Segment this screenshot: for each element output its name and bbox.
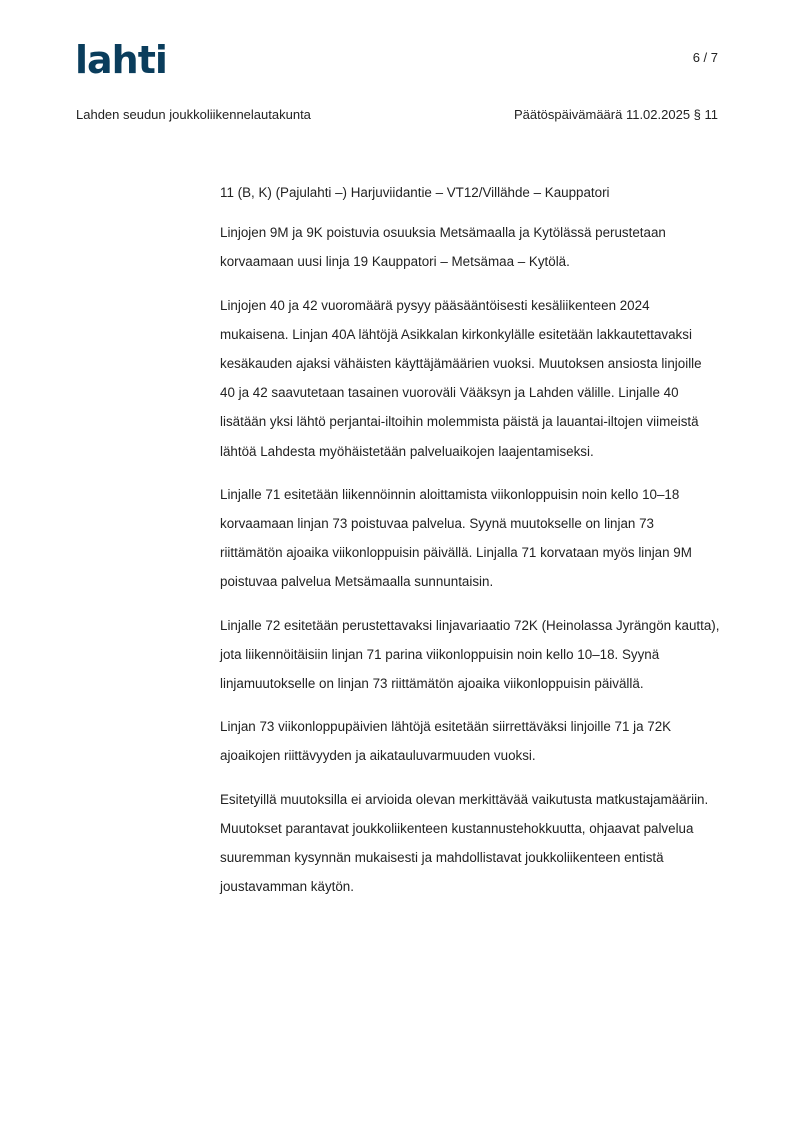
paragraph-impact: Esitetyillä muutoksilla ei arvioida olevan merkittävää vaikutusta matkustajamääriin. Muutokset parantavat joukkoliikenteen kustannustehokkuutta, ohjaavat palvelua suuremman kysynnän mukaisesti ja mahdollistavat joukkoliikenteen entistä joustavamman käytön. [220,791,709,895]
organization-name: Lahden seudun joukkoliikennelautakunta [76,107,311,122]
decision-date: Päätöspäivämäärä 11.02.2025 § 11 [513,107,718,122]
paragraph-line-19: Linjojen 9M ja 9K poistuvia osuuksia Metsämaalla ja Kytölässä perustetaan korvaamaan uusi linja 19 Kauppatori – Metsämaa – Kytölä. [220,225,666,270]
lahti-logo: lahti [75,38,167,82]
paragraph-lines-40-42: Linjojen 40 ja 42 vuoromäärä pysyy pääsääntöisesti kesäliikenteen 2024 mukaisena. Linjan 40A lähtöjä Asikkalan kirkonkylälle esitetään lakkautettavaksi kesäkauden ajaksi vähäisten käyttäjämäärien vuoksi. Muutoksen ansiosta linjoille 40 ja 42 saavutetaan tasainen vuoroväli Vääksyn ja Lahden välille. Linjalle 40 lisätään yksi lähtö perjantai-iltoihin molemmista päistä ja lauantai-iltojen viimeistä lähtöä Lahdesta myöhäistetään palveluaikojen laajentamiseksi. [220,297,702,459]
document-body [220,178,720,915]
paragraph-line-73: Linjan 73 viikonloppupäivien lähtöjä esitetään siirrettäväksi linjoille 71 ja 72K ajoaikojen riittävyyden ja aikatauluvarmuuden vuoksi. [220,719,672,764]
line-heading: 11 (B, K) (Pajulahti –) Harjuviidantie – VT12/Villähde – Kauppatori [220,185,610,200]
paragraph-line-72k: Linjalle 72 esitetään perustettavaksi linjavariaatio 72K (Heinolassa Jyrängön kautta), jota liikennöitäisiin linjan 71 parina viikonloppuisin noin kello 10–18. Syynä linjamuutokselle on linjan 73 riittämätön ajoaika viikonloppuisin päivällä. [220,617,720,692]
page-number: 6 / 7 [692,50,718,65]
paragraph-line-71: Linjalle 71 esitetään liikennöinnin aloittamista viikonloppuisin noin kello 10–18 korvaamaan linjan 73 poistuvaa palvelua. Syynä muutokselle on linjan 73 riittämätön ajoaika viikonloppuisin päivällä. Linjalla 71 korvataan myös linjan 9M poistuvaa palvelua Metsämaalla sunnuntaisin. [220,486,692,590]
